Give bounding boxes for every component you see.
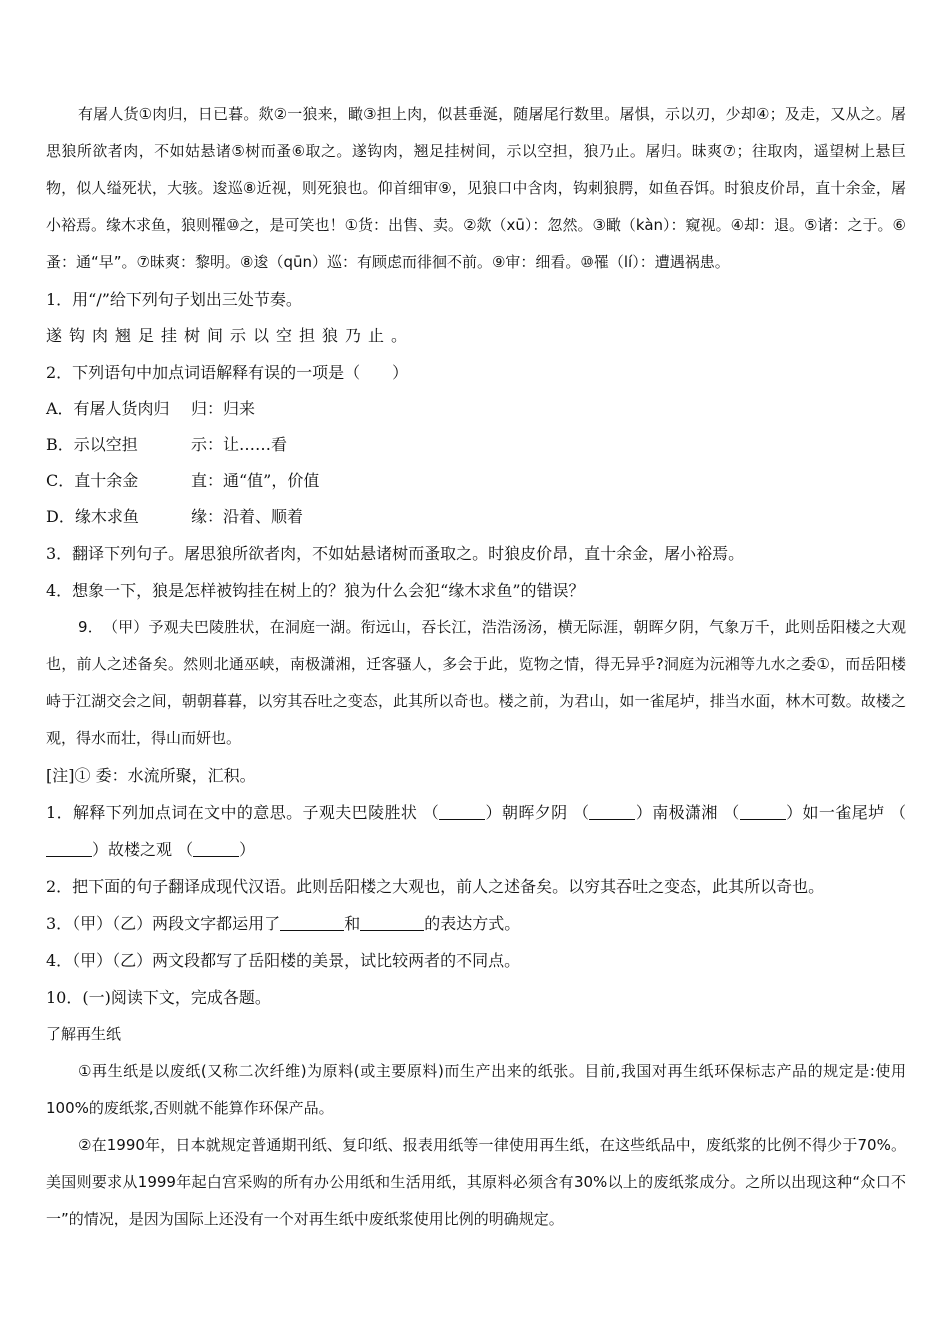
q9-q1-part-5: 故楼之观 xyxy=(108,840,173,859)
q9-q3-part-2: 和 xyxy=(344,914,361,933)
q10-intro: 10．(一)阅读下文，完成各题。 xyxy=(46,988,271,1007)
q8-question-3: 3．翻译下列句子。屠思狼所欲者肉，不如姑悬诸树而蚤取之。时狼皮价昂，直十余金，屠小裕焉。 xyxy=(46,544,745,563)
passage-9-note: [注]① 委：水流所聚，汇积。 xyxy=(46,766,256,785)
answer-blank-3[interactable] xyxy=(740,803,786,820)
q9-q3-part-1: 3．（甲）（乙）两段文字都运用了 xyxy=(46,914,281,933)
q8-question-1-sentence: 遂钩肉翘足挂树间示以空担狼乃止。 xyxy=(46,326,415,345)
answer-blank-5[interactable] xyxy=(193,840,239,857)
q9-q1-part-4: 如一雀尾垆 xyxy=(802,803,885,822)
option-d-definition: 缘：沿着、顺着 xyxy=(191,507,304,526)
q9-question-2: 2．把下面的句子翻译成现代汉语。此则岳阳楼之大观也，前人之述备矣。以穷其吞吐之变态，此其所以奇也。 xyxy=(46,877,825,896)
option-c-label: C．直十余金 xyxy=(46,471,139,490)
answer-blank-7[interactable] xyxy=(360,914,424,931)
q10-paragraph-2: ②在1990年，日本就规定普通期刊纸、复印纸、报表用纸等一律使用再生纸，在这些纸品中，废纸浆的比例不得少于70%。美国则要求从1999年起白宫采购的所有办公用纸和生活用纸，其原料必须含有30%以上的废纸浆成分。之所以出现这种“众口不一”的情况，是因为国际上还没有一个对再生纸中废纸浆使用比例的明确规定。 xyxy=(46,1136,906,1228)
option-b-definition: 示：让……看 xyxy=(191,435,288,454)
q8-question-1: 1．用“/”给下列句子划出三处节奏。 xyxy=(46,290,302,309)
q9-q3-part-3: 的表达方式。 xyxy=(424,914,521,933)
q9-question-4: 4．（甲）（乙）两文段都写了岳阳楼的美景，试比较两者的不同点。 xyxy=(46,951,521,970)
q9-question-3 xyxy=(46,905,906,942)
q9-question-1: 1．解释下列加点词在文中的意思。子观夫巴陵胜状 （ ）朝晖夕阴 （ ）南极潇湘 （ ）如一雀尾垆 （）故楼之观 （ ） xyxy=(46,803,906,859)
q9-q1-part-2: 朝晖夕阴 xyxy=(501,803,568,822)
option-b[interactable] xyxy=(46,427,906,463)
option-c[interactable] xyxy=(46,463,906,499)
option-a-definition: 归：归来 xyxy=(191,399,256,418)
passage-9-text: 9． （甲）予观夫巴陵胜状，在洞庭一湖。衔远山，吞长江，浩浩汤汤，横无际涯，朝晖夕阴，气象万千，此则岳阳楼之大观也，前人之述备矣。然则北通巫峡，南极潇湘，迁客骚人，多会于此，览物之情，得无异乎?洞庭为沅湘等九水之委①，而岳阳楼峙于江湖交会之间，朝朝暮暮，以穷其吞吐之变态，此其所以奇也。楼之前，为君山，如一雀尾垆，排当水面，林木可数。故楼之观，得水而壮，得山而妍也。 xyxy=(46,618,906,747)
document-page xyxy=(46,96,906,1238)
answer-blank-6[interactable] xyxy=(280,914,344,931)
option-a[interactable] xyxy=(46,391,906,427)
option-c-definition: 直：通“值”，价值 xyxy=(191,471,320,490)
option-b-label: B．示以空担 xyxy=(46,435,138,454)
answer-blank-4[interactable] xyxy=(46,840,92,857)
option-a-label: A．有屠人货肉归 xyxy=(46,399,170,418)
option-d[interactable] xyxy=(46,499,906,535)
answer-blank-1[interactable] xyxy=(439,803,485,820)
q9-q1-part-3: 南极潇湘 xyxy=(652,803,718,822)
q8-question-4: 4．想象一下，狼是怎样被钩挂在树上的？狼为什么会犯“缘木求鱼”的错误？ xyxy=(46,581,585,600)
q10-paragraph-1: ①再生纸是以废纸(又称二次纤维)为原料(或主要原料)而生产出来的纸张。目前,我国对再生纸环保标志产品的规定是:使用100%的废纸浆,否则就不能算作环保产品。 xyxy=(46,1062,906,1117)
passage-8-text: 有屠人货①肉归，日已暮。欻②一狼来，瞰③担上肉，似甚垂涎，随屠尾行数里。屠惧，示以刃，少却④；及走，又从之。屠思狼所欲者肉，不如姑悬诸⑤树而蚤⑥取之。遂钩肉，翘足挂树间，示以空担，狼乃止。屠归。昧爽⑦；往取肉，遥望树上悬巨物，似人缢死状，大骇。逡巡⑧近视，则死狼也。仰首细审⑨，见狼口中含肉，钩刺狼腭，如鱼吞饵。时狼皮价昂，直十余金，屠小裕焉。缘木求鱼，狼则罹⑩之，是可笑也！①货：出售、卖。②欻（xū）：忽然。③瞰（kàn）：窥视。④却：退。⑤诸：之于。⑥蚤：通“早”。⑦昧爽：黎明。⑧逡（qūn）巡：有顾虑而徘徊不前。⑨审：细看。⑩罹（lí）：遭遇祸患。 xyxy=(46,105,906,271)
q8-question-2: 2．下列语句中加点词语解释有误的一项是（ ） xyxy=(46,363,409,382)
q9-q1-part-1: 1．解释下列加点词在文中的意思。子观夫巴陵胜状 xyxy=(46,803,418,822)
answer-blank-2[interactable] xyxy=(589,803,635,820)
q10-article-title: 了解再生纸 xyxy=(46,1025,122,1043)
option-d-label: D．缘木求鱼 xyxy=(46,507,139,526)
